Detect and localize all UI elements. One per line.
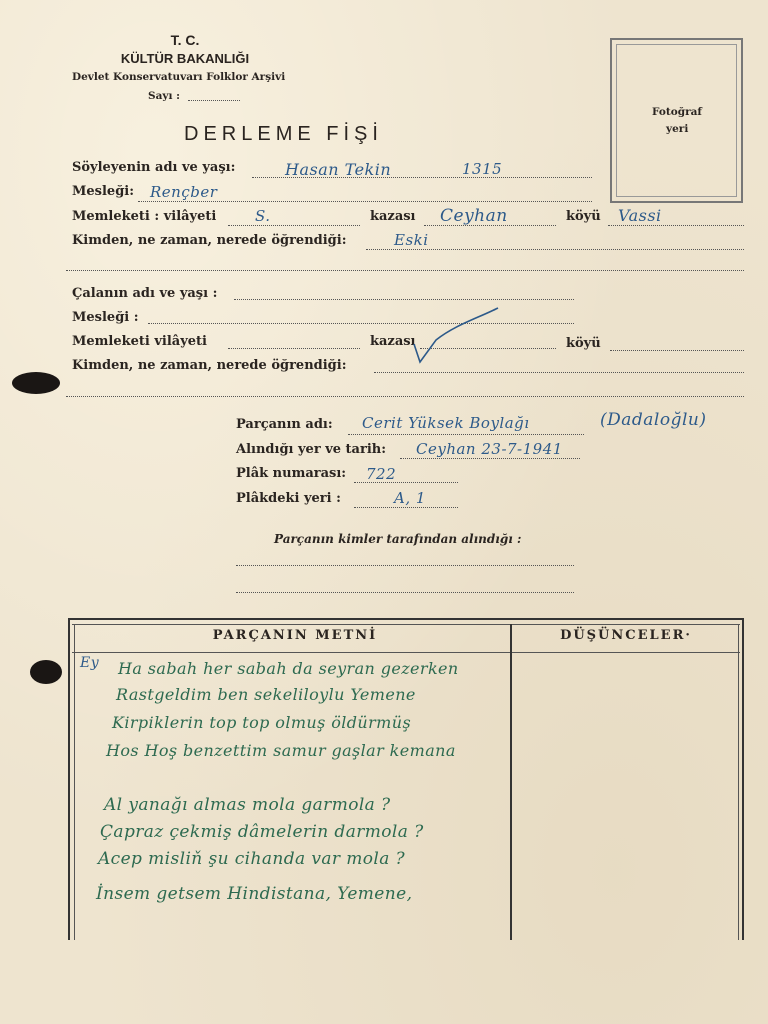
strike-checkmark [400,300,510,380]
piece-place-line [400,458,580,459]
lyric-line-1: Ha sabah her sabah da seyran gezerken [118,659,459,678]
player-name-label: Çalanın adı ve yaşı : [72,286,218,301]
player-job-label: Mesleği : [72,310,139,325]
singer-source-label: Kimden, ne zaman, nerede öğrendiği: [72,233,347,248]
piece-record-label: Plâk numarası: [236,466,347,481]
photo-label-1: Fotoğraf [652,106,702,118]
header-archive: Devlet Konservatuvarı Folklor Arşivi [72,71,286,83]
singer-name-label: Söyleyenin adı ve yaşı: [72,160,236,175]
recorders-line-1 [236,565,574,566]
player-village-label: köyü [566,336,601,351]
singer-job-label: Mesleği: [72,184,135,199]
player-source-line-2 [66,396,744,397]
singer-village-line [608,225,744,226]
punch-hole-bottom [30,660,62,684]
singer-province-line [228,225,360,226]
singer-job-line [138,201,592,202]
form-title: DERLEME FİŞİ [184,123,383,145]
singer-source-line [366,249,744,250]
recorders-line-2 [236,592,574,593]
lyric-line-4: Hos Hoş benzettim samur gaşlar kemana [106,741,456,760]
lyric-line-8: İnsem getsem Hindistana, Yemene, [96,884,413,904]
table-left-inner [74,624,75,940]
punch-hole-top [12,372,60,394]
player-home-label: Memleketi vilâyeti [72,334,207,349]
player-village-line [610,350,744,351]
singer-name-value: Hasan Tekin [285,160,392,179]
lyric-line-7: Acep misliň şu cihanda var mola ? [98,849,406,869]
player-job-line [148,323,574,324]
piece-side-line [354,507,458,508]
singer-home-label: Memleketi : vilâyeti [72,209,217,224]
table-header-rule [72,652,740,653]
piece-name-note: (Dadaloğlu) [600,410,707,430]
piece-recorders-label: Parçanın kimler tarafından alındığı : [274,532,522,546]
lyric-line-5: Al yanağı almas mola garmola ? [104,795,391,815]
margin-note: Ey [80,655,100,671]
lyric-line-6: Çapraz çekmiş dâmelerin darmola ? [100,822,424,842]
lyric-line-3: Kirpiklerin top top olmuş öldürmüş [112,713,412,732]
piece-side-value: A, 1 [394,489,426,507]
table-right-inner [738,624,739,940]
header-ministry: KÜLTÜR BAKANLIĞI [120,51,250,66]
piece-place-value: Ceyhan 23-7-1941 [416,440,563,458]
piece-place-label: Alındığı yer ve tarih: [236,442,387,457]
header-tc: T. C. [170,32,200,48]
singer-village-value: Vassi [618,206,662,225]
singer-district-label: kazası [370,209,416,224]
singer-source-value: Eski [394,231,429,249]
photo-label-2: yeri [666,123,689,135]
singer-job-value: Rençber [150,183,218,201]
player-source-label: Kimden, ne zaman, nerede öğrendiği: [72,358,347,373]
singer-year-value: 1315 [462,160,503,178]
col-text-header: PARÇANIN METNİ [212,628,378,643]
section-separator [66,270,744,271]
lyric-line-2: Rastgeldim ben sekeliloylu Yemene [116,685,416,704]
piece-name-line [348,434,584,435]
singer-district-value: Ceyhan [440,206,508,226]
table-column-divider [510,624,512,940]
sayi-label: Sayı : [148,90,181,102]
piece-name-label: Parçanın adı: [236,417,333,432]
piece-record-value: 722 [366,465,397,483]
player-district-label: kazası [370,334,416,349]
singer-province-value: S. [255,207,271,225]
sayi-line [188,100,240,101]
piece-side-label: Plâkdeki yeri : [236,491,341,506]
col-notes-header: DÜŞÜNCELER· [560,628,692,643]
piece-name-value: Cerit Yüksek Boylağı [362,414,530,432]
player-province-line [228,348,360,349]
photo-box [610,38,743,203]
singer-village-label: köyü [566,209,601,224]
table-inner-top [72,624,740,625]
